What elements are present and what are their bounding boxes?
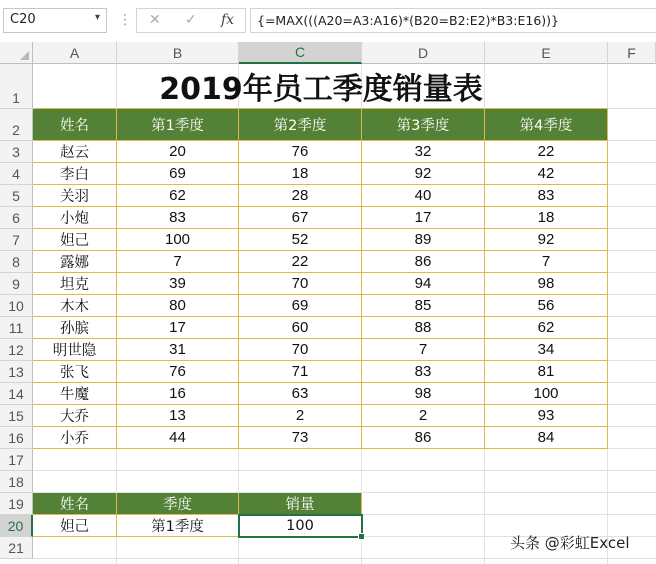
table-cell[interactable]: 70 <box>239 339 362 361</box>
table-cell[interactable]: 63 <box>239 383 362 405</box>
watermark: 头条 @彩虹Excel <box>510 534 630 552</box>
table-cell[interactable]: 小乔 <box>33 427 117 449</box>
table-cell[interactable]: 孙膑 <box>33 317 117 339</box>
table-cell[interactable]: 86 <box>362 427 485 449</box>
table-cell[interactable]: 42 <box>485 163 608 185</box>
table-cell[interactable]: 76 <box>239 141 362 163</box>
table-cell[interactable]: 98 <box>485 273 608 295</box>
table-cell[interactable]: 20 <box>117 141 239 163</box>
row-header-14[interactable]: 14 <box>0 383 33 405</box>
formula-text: {=MAX(((A20=A3:A16)*(B20=B2:E2)*B3:E16))} <box>257 13 559 28</box>
row-header-8[interactable]: 8 <box>0 251 33 273</box>
name-box[interactable] <box>3 8 107 33</box>
table-cell[interactable]: 69 <box>239 295 362 317</box>
table-header-cell[interactable]: 第4季度 <box>485 109 608 141</box>
select-all-button[interactable] <box>0 42 33 64</box>
formula-bar <box>0 0 656 42</box>
table-cell[interactable]: 7 <box>485 251 608 273</box>
table-cell[interactable]: 100 <box>117 229 239 251</box>
row-header-7[interactable]: 7 <box>0 229 33 251</box>
insert-function-icon[interactable]: fx <box>221 12 235 28</box>
table-cell[interactable]: 34 <box>485 339 608 361</box>
table-cell[interactable]: 71 <box>239 361 362 383</box>
row-header-18[interactable]: 18 <box>0 471 33 493</box>
table-cell[interactable]: 94 <box>362 273 485 295</box>
spreadsheet-grid[interactable] <box>0 42 656 564</box>
row-header-19[interactable]: 19 <box>0 493 33 515</box>
table-cell[interactable]: 60 <box>239 317 362 339</box>
table-cell[interactable]: 13 <box>117 405 239 427</box>
table-cell[interactable]: 7 <box>362 339 485 361</box>
row-header-2[interactable]: 2 <box>0 109 33 141</box>
lookup-cell[interactable]: 妲己 <box>33 515 117 537</box>
row-header-11[interactable]: 11 <box>0 317 33 339</box>
column-header-c[interactable]: C <box>239 42 362 64</box>
table-cell[interactable]: 89 <box>362 229 485 251</box>
column-header-d[interactable]: D <box>362 42 485 64</box>
row-header-4[interactable]: 4 <box>0 163 33 185</box>
table-cell[interactable]: 44 <box>117 427 239 449</box>
more-options-icon[interactable]: ⋮ <box>118 12 132 28</box>
lookup-cell[interactable]: 第1季度 <box>117 515 239 537</box>
row-header-21[interactable]: 21 <box>0 537 33 559</box>
formula-input[interactable] <box>250 8 656 33</box>
table-cell[interactable]: 赵云 <box>33 141 117 163</box>
table-cell[interactable]: 17 <box>117 317 239 339</box>
active-cell-selection[interactable] <box>238 514 363 538</box>
table-cell[interactable]: 32 <box>362 141 485 163</box>
row-header-5[interactable]: 5 <box>0 185 33 207</box>
enter-icon[interactable]: ✓ <box>185 12 197 28</box>
row-header-13[interactable]: 13 <box>0 361 33 383</box>
cancel-icon[interactable]: ✕ <box>149 12 161 28</box>
row-header-12[interactable]: 12 <box>0 339 33 361</box>
table-cell[interactable]: 31 <box>117 339 239 361</box>
table-cell[interactable]: 露娜 <box>33 251 117 273</box>
table-cell[interactable]: 83 <box>117 207 239 229</box>
table-cell[interactable]: 73 <box>239 427 362 449</box>
table-cell[interactable]: 88 <box>362 317 485 339</box>
table-cell[interactable]: 18 <box>239 163 362 185</box>
row-header-17[interactable]: 17 <box>0 449 33 471</box>
table-cell[interactable]: 22 <box>485 141 608 163</box>
table-cell[interactable]: 98 <box>362 383 485 405</box>
table-header-cell[interactable]: 姓名 <box>33 109 117 141</box>
table-cell[interactable]: 85 <box>362 295 485 317</box>
table-cell[interactable]: 80 <box>117 295 239 317</box>
table-cell[interactable]: 2 <box>362 405 485 427</box>
table-cell[interactable]: 坦克 <box>33 273 117 295</box>
row-header-15[interactable]: 15 <box>0 405 33 427</box>
table-cell[interactable]: 木木 <box>33 295 117 317</box>
lookup-header-cell[interactable]: 销量 <box>239 493 362 515</box>
row-header-3[interactable]: 3 <box>0 141 33 163</box>
column-header-b[interactable]: B <box>117 42 239 64</box>
lookup-cell[interactable]: 100 <box>239 515 362 537</box>
gridline <box>33 558 656 559</box>
row-header-6[interactable]: 6 <box>0 207 33 229</box>
table-cell[interactable]: 92 <box>485 229 608 251</box>
table-cell[interactable]: 张飞 <box>33 361 117 383</box>
table-cell[interactable]: 92 <box>362 163 485 185</box>
table-cell[interactable]: 100 <box>485 383 608 405</box>
table-cell[interactable]: 大乔 <box>33 405 117 427</box>
table-cell[interactable]: 牛魔 <box>33 383 117 405</box>
lookup-header-cell[interactable]: 姓名 <box>33 493 117 515</box>
table-cell[interactable]: 93 <box>485 405 608 427</box>
table-cell[interactable]: 39 <box>117 273 239 295</box>
table-header-cell[interactable]: 第3季度 <box>362 109 485 141</box>
table-cell[interactable]: 16 <box>117 383 239 405</box>
table-cell[interactable]: 83 <box>362 361 485 383</box>
row-header-1[interactable]: 1 <box>0 64 33 109</box>
column-header-f[interactable]: F <box>608 42 656 64</box>
table-header-cell[interactable]: 第2季度 <box>239 109 362 141</box>
table-cell[interactable]: 40 <box>362 185 485 207</box>
table-cell[interactable]: 17 <box>362 207 485 229</box>
table-cell[interactable]: 84 <box>485 427 608 449</box>
table-cell[interactable]: 李白 <box>33 163 117 185</box>
formula-buttons <box>136 8 246 33</box>
table-cell[interactable]: 62 <box>485 317 608 339</box>
table-cell[interactable]: 83 <box>485 185 608 207</box>
table-cell[interactable]: 62 <box>117 185 239 207</box>
table-cell[interactable]: 明世隐 <box>33 339 117 361</box>
table-cell[interactable]: 56 <box>485 295 608 317</box>
table-cell[interactable]: 妲己 <box>33 229 117 251</box>
column-header-e[interactable]: E <box>485 42 608 64</box>
table-cell[interactable]: 小炮 <box>33 207 117 229</box>
table-cell[interactable]: 22 <box>239 251 362 273</box>
table-cell[interactable]: 76 <box>117 361 239 383</box>
table-cell[interactable]: 81 <box>485 361 608 383</box>
table-cell[interactable]: 关羽 <box>33 185 117 207</box>
row-header-20[interactable]: 20 <box>0 515 33 537</box>
table-cell[interactable]: 18 <box>485 207 608 229</box>
table-cell[interactable]: 2 <box>239 405 362 427</box>
lookup-header-cell[interactable]: 季度 <box>117 493 239 515</box>
table-cell[interactable]: 69 <box>117 163 239 185</box>
table-cell[interactable]: 7 <box>117 251 239 273</box>
row-header-16[interactable]: 16 <box>0 427 33 449</box>
column-header-a[interactable]: A <box>33 42 117 64</box>
chevron-down-icon[interactable]: ▾ <box>94 12 100 23</box>
name-box-value: C20 <box>10 12 36 27</box>
table-cell[interactable]: 52 <box>239 229 362 251</box>
sheet-title[interactable]: 2019年员工季度销量表 <box>34 64 608 109</box>
row-header-10[interactable]: 10 <box>0 295 33 317</box>
table-cell[interactable]: 70 <box>239 273 362 295</box>
table-cell[interactable]: 86 <box>362 251 485 273</box>
table-cell[interactable]: 28 <box>239 185 362 207</box>
table-cell[interactable]: 67 <box>239 207 362 229</box>
table-header-cell[interactable]: 第1季度 <box>117 109 239 141</box>
row-header-9[interactable]: 9 <box>0 273 33 295</box>
gridline <box>33 470 656 471</box>
